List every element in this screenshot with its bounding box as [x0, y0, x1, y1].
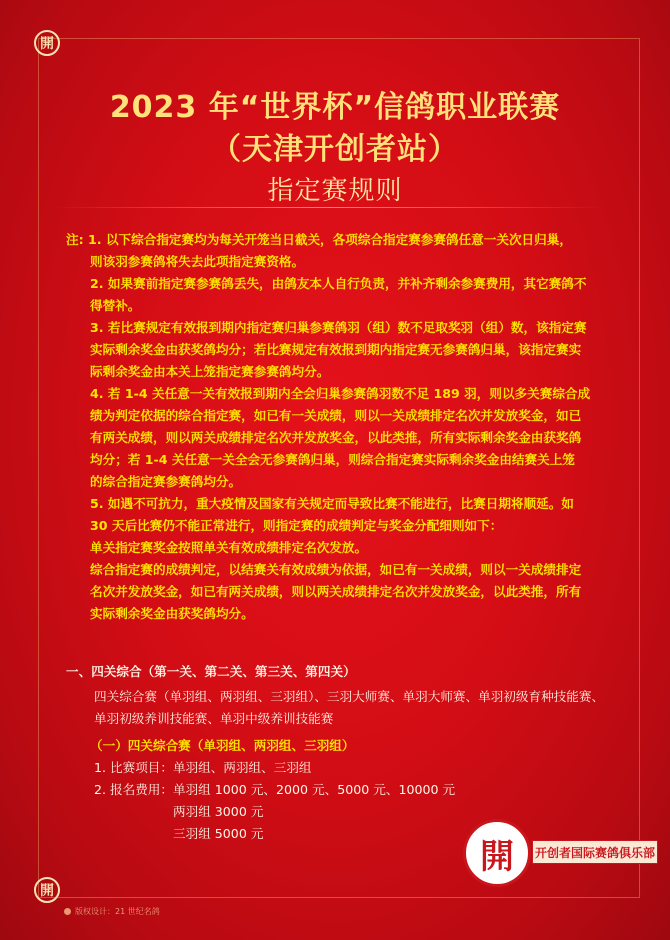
list-item: 1. 比赛项目：单羽组、两羽组、三羽组: [94, 760, 312, 775]
note-line: 2. 如果赛前指定赛参赛鸽丢失，由鸽友本人自行负责，并补齐剩余参赛费用，其它赛鸽不: [90, 276, 587, 291]
list-item: 2. 报名费用：单羽组 1000 元、2000 元、5000 元、10000 元: [94, 782, 456, 797]
corner-seal-icon: 開: [34, 877, 60, 903]
note-line: 单关指定赛奖金按照单关有效成绩排定名次发放。: [90, 540, 368, 555]
club-name: 开创者国际赛鸽俱乐部: [532, 840, 658, 864]
subsection-heading: （一）四关综合赛（单羽组、两羽组、三羽组）: [90, 738, 355, 753]
notes-block: [66, 229, 606, 625]
note-line: 3. 若比赛规定有效报到期内指定赛归巢参赛鸽羽（组）数不足取奖羽（组）数，该指定赛: [90, 320, 587, 335]
note-line: 绩为判定依据的综合指定赛，如已有一关成绩，则以一关成绩排定名次并发放奖金，如已: [90, 408, 582, 423]
footer-dot-icon: [64, 908, 71, 915]
note-line: 际剩余奖金由本关上笼指定赛参赛鸽均分。: [90, 364, 330, 379]
list-item: 三羽组 5000 元: [173, 826, 264, 841]
note-line: 实际剩余奖金由获奖鸽均分；若比赛规定有效报到期内指定赛无参赛鸽归巢，该指定赛实: [90, 342, 582, 357]
club-logo-icon: 開: [463, 819, 531, 887]
note-line: 5. 如遇不可抗力，重大疫情及国家有关规定而导致比赛不能进行，比赛日期将顺延。如: [90, 496, 574, 511]
section-description: 四关综合赛（单羽组、两羽组、三羽组）、三羽大师赛、单羽大师赛、单羽初级育种技能赛、单羽初级养训技能赛、单羽中级养训技能赛: [94, 689, 605, 726]
corner-seal-icon: 開: [34, 30, 60, 56]
divider: [52, 207, 604, 208]
note-line: 均分；若 1-4 关任意一关全会无参赛鸽归巢，则综合指定赛实际剩余奖金由结赛关上笼: [90, 452, 575, 467]
footer-text: 版权设计：21 世纪名鸽: [75, 907, 160, 916]
note-line: 的综合指定赛参赛鸽均分。: [90, 474, 242, 489]
title-line-3: 指定赛规则: [267, 176, 403, 206]
title-line-2: （天津开创者站）: [211, 132, 459, 167]
note-line: 有两关成绩，则以两关成绩排定名次并发放奖金，以此类推，所有实际剩余奖金由获奖鸽: [90, 430, 582, 445]
note-line: 则该羽参赛鸽将失去此项指定赛资格。: [90, 254, 305, 269]
note-line: 得替补。: [90, 298, 141, 313]
note-line: 名次并发放奖金，如已有两关成绩，则以两关成绩排定名次并发放奖金，以此类推，所有: [90, 584, 582, 599]
note-line: 实际剩余奖金由获奖鸽均分。: [90, 606, 254, 621]
title-line-1: 2023 年“世界杯”信鸽职业联赛: [109, 90, 561, 125]
list-item: 两羽组 3000 元: [173, 804, 264, 819]
note-line: 注: 1. 以下综合指定赛均为每关开笼当日截关，各项综合指定赛参赛鸽任意一关次日归巢，: [66, 232, 572, 247]
footer: [64, 906, 160, 917]
note-line: 30 天后比赛仍不能正常进行，则指定赛的成绩判定与奖金分配细则如下：: [90, 518, 503, 533]
note-line: 综合指定赛的成绩判定，以结赛关有效成绩为依据，如已有一关成绩，则以一关成绩排定: [90, 562, 582, 577]
section-heading: 一、四关综合（第一关、第二关、第三关、第四关）: [66, 664, 356, 679]
note-line: 4. 若 1-4 关任意一关有效报到期内全会归巢参赛鸽羽数不足 189 羽，则以多关赛综合成: [90, 386, 591, 401]
